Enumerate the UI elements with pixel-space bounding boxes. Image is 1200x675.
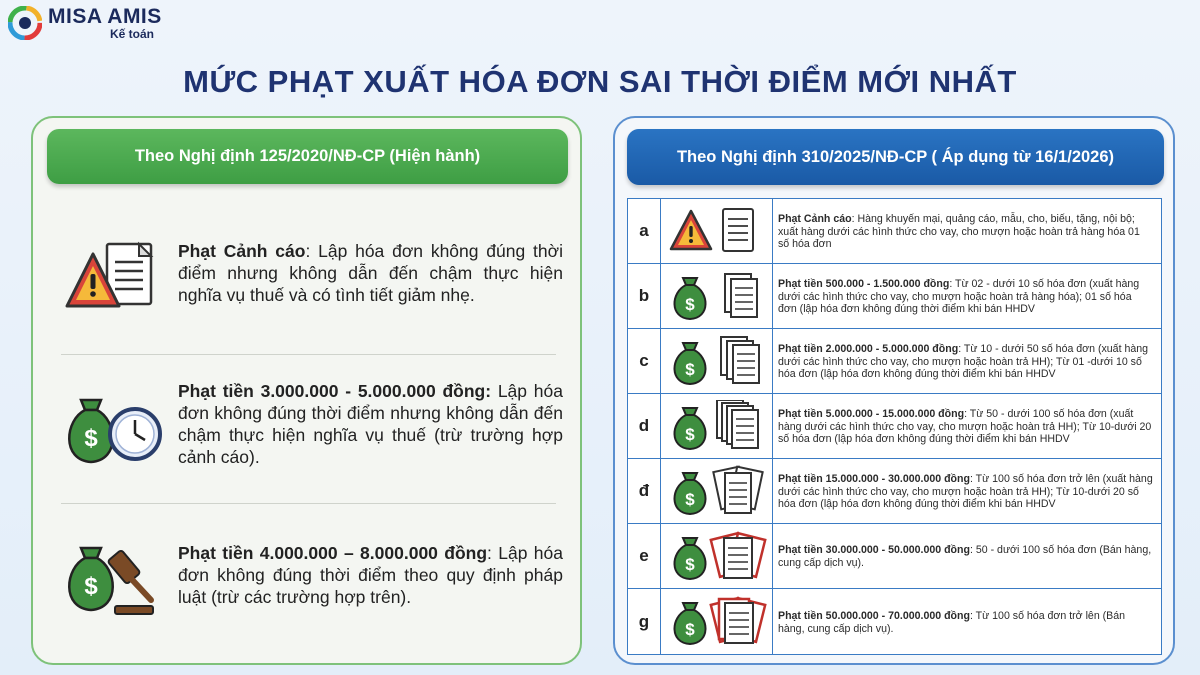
table-row <box>628 524 1161 589</box>
row-letter: đ <box>628 459 661 523</box>
penalty-title: Phạt Cảnh cáo <box>778 213 852 226</box>
money-bag-documents-icon <box>667 465 767 517</box>
row-letter: d <box>628 394 661 458</box>
row-letter: b <box>628 264 661 328</box>
penalty-title: Phạt tiền 30.000.000 - 50.000.000 đồng <box>778 544 970 557</box>
table-row <box>628 264 1161 329</box>
brand-logo[interactable] <box>8 6 162 40</box>
svg-text:$: $ <box>84 425 98 452</box>
svg-text:$: $ <box>685 360 695 379</box>
penalty-title: Phạt tiền 3.000.000 - 5.000.000 đồng: <box>178 381 492 401</box>
brand-sub: Kế toán <box>110 27 155 41</box>
money-bag-documents-icon <box>667 270 767 322</box>
decree-310-panel <box>613 116 1175 665</box>
money-bag-documents-icon <box>667 400 767 452</box>
money-bag-clock-icon <box>63 390 168 470</box>
penalty-title: Phạt Cảnh cáo <box>178 241 306 261</box>
table-row <box>628 589 1161 654</box>
page-title: MỨC PHẠT XUẤT HÓA ĐƠN SAI THỜI ĐIỂM MỚI NHẤT <box>183 64 1017 99</box>
penalty-description: : 50 - dưới 100 số hóa đơn (Bán hàng, cung cấp dịch vụ). <box>778 544 1152 569</box>
penalty-table <box>627 198 1162 655</box>
penalty-description: : Hàng khuyến mại, quảng cáo, mẫu, cho, biếu, tặng, nội bộ; xuất hàng dưới các hình thức cho vay, cho mượn hoặc hoàn trả hàng hóa 01 số hóa đơn <box>778 213 1140 251</box>
row-letter: a <box>628 199 661 263</box>
row-letter: e <box>628 524 661 588</box>
decree-310-header: Theo Nghị định 310/2025/NĐ-CP ( Áp dụng từ 16/1/2026) <box>627 129 1164 185</box>
penalty-title: Phạt tiền 500.000 - 1.500.000 đồng <box>778 278 950 291</box>
penalty-title: Phạt tiền 5.000.000 - 15.000.000 đồng <box>778 408 965 421</box>
penalty-title: Phạt tiền 50.000.000 - 70.000.000 đồng <box>778 609 970 622</box>
penalty-description: : Lập hóa đơn không đúng thời điểm theo quy định pháp luật (trừ các trường hợp trên). <box>178 543 564 607</box>
warning-document-icon <box>667 205 767 257</box>
money-bag-red-documents-icon <box>667 595 767 647</box>
penalty-description: : Từ 100 số hóa đơn trở lên (Bán hàng, cung cấp dịch vụ). <box>778 609 1126 635</box>
penalty-title: Phạt tiền 2.000.000 - 5.000.000 đồng <box>778 343 959 356</box>
penalty-description: : Lập hóa đơn không đúng thời điểm nhưng không dẫn đến chậm thực hiện nghĩa vụ thuế và có tình tiết giảm nhẹ. <box>178 241 563 305</box>
svg-text:$: $ <box>685 425 695 444</box>
penalty-description: : Từ 10 - dưới 50 số hóa đơn (xuất hàng dưới các hình thức cho vay, cho mượn hoặc hoàn trả HH); Từ 01 -dưới 10 số hóa đơn (lập hóa đơn không đúng thời điểm khi bán HHDV <box>778 343 1149 381</box>
svg-text:$: $ <box>685 490 695 509</box>
money-bag-documents-icon <box>667 335 767 387</box>
penalty-title: Phạt tiền 15.000.000 - 30.000.000 đồng <box>778 473 970 486</box>
money-bag-red-documents-icon <box>667 530 767 582</box>
svg-text:$: $ <box>685 295 695 314</box>
divider <box>61 354 556 355</box>
svg-text:$: $ <box>84 573 98 600</box>
divider <box>61 503 556 504</box>
row-letter: c <box>628 329 661 393</box>
table-row <box>628 394 1161 459</box>
penalty-description: : Từ 50 - dưới 100 số hóa đơn (xuất hàng dưới các hình thức cho vay, cho mượn hoặc hoàn trả HH); Từ 10-dưới 20 số hóa đơn (lập hóa đơn không đúng thời điểm khi bán HHDV <box>778 408 1152 446</box>
penalty-description: : Từ 02 - dưới 10 số hóa đơn (xuất hàng dưới các hình thức cho vay, cho mượn hoặc hoàn trả hàng hóa); 01 số hóa đơn (lập hóa đơn không đúng thời điểm khi bán HHDV <box>778 278 1140 316</box>
table-row <box>628 329 1161 394</box>
penalty-title: Phạt tiền 4.000.000 – 8.000.000 đồng <box>178 543 488 563</box>
row-letter: g <box>628 589 661 654</box>
penalty-description: : Từ 100 số hóa đơn trở lên (xuất hàng dưới các hình thức cho vay, cho mượn hoặc hoàn trả HH); Từ 10-dưới 20 số hóa đơn (lập hóa đơn không đúng thời điểm khi bán HHDV <box>778 473 1153 511</box>
warning-document-icon <box>63 240 168 320</box>
table-row <box>628 459 1161 524</box>
table-row <box>628 199 1161 264</box>
penalty-description: Lập hóa đơn không đúng thời điểm nhưng không dẫn đến chậm thực hiện nghĩa vụ thuế (trừ trường hợp cảnh cáo). <box>178 381 563 467</box>
svg-text:$: $ <box>685 620 695 639</box>
money-bag-gavel-icon <box>63 542 168 622</box>
decree-125-header: Theo Nghị định 125/2020/NĐ-CP (Hiện hành) <box>47 129 568 184</box>
misa-logo-icon <box>8 6 42 40</box>
decree-125-panel <box>31 116 582 665</box>
brand-name: MISA AMIS <box>48 5 162 28</box>
svg-text:$: $ <box>685 555 695 574</box>
